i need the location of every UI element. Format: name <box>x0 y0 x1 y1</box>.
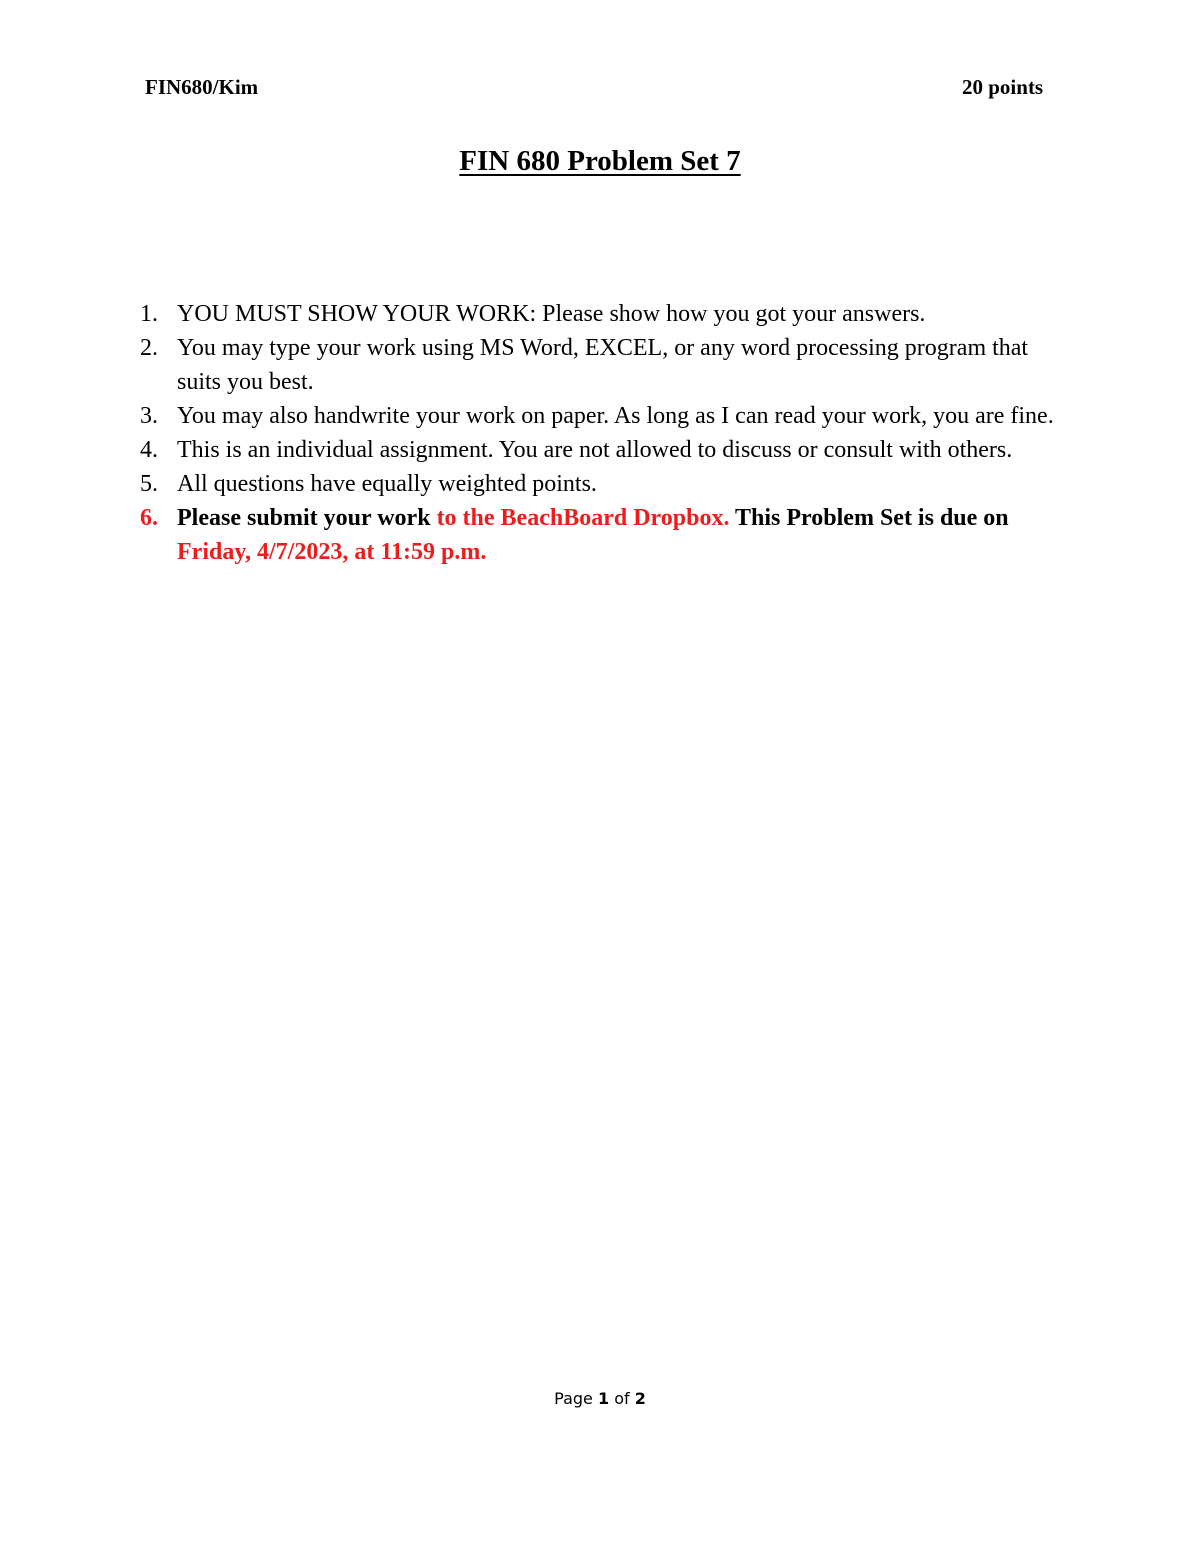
instruction-item <box>140 467 1070 501</box>
instruction-number: 6. <box>140 505 158 531</box>
instruction-item <box>140 297 1070 331</box>
instruction-number: 2. <box>140 335 158 361</box>
instruction-text: You may type your work using MS Word, EXCEL, or any word processing program that suits you best. <box>177 335 1029 395</box>
instruction-item-submission <box>140 501 1070 569</box>
submission-instruction-text <box>177 501 1070 569</box>
instruction-text: All questions have equally weighted points. <box>177 471 597 497</box>
submission-lead-text: Please submit your work <box>177 505 437 531</box>
footer-page-word: Page <box>554 1389 593 1408</box>
page-footer <box>0 1388 1200 1410</box>
dropbox-location-text: to the BeachBoard Dropbox. <box>436 505 730 531</box>
instruction-text: YOU MUST SHOW YOUR WORK: Please show how you got your answers. <box>177 301 926 327</box>
due-lead-text: This Problem Set is due on <box>729 505 1009 531</box>
instruction-number: 5. <box>140 471 158 497</box>
instruction-text: This is an individual assignment. You are not allowed to discuss or consult with others. <box>177 437 1013 463</box>
footer-of-word: of <box>614 1389 630 1408</box>
instruction-number: 4. <box>140 437 158 463</box>
instruction-item <box>140 399 1070 433</box>
instruction-number: 1. <box>140 301 158 327</box>
instructions-list <box>140 297 1070 569</box>
footer-total-pages: 2 <box>634 1389 646 1408</box>
header-course: FIN680/Kim <box>145 75 259 99</box>
instruction-number: 3. <box>140 403 158 429</box>
footer-current-page: 1 <box>597 1389 610 1408</box>
due-date-text: Friday, 4/7/2023, at 11:59 p.m. <box>177 539 487 565</box>
instruction-item <box>140 331 1070 399</box>
header-points: 20 points <box>962 75 1044 99</box>
page-title: FIN 680 Problem Set 7 <box>459 145 741 177</box>
instruction-text: You may also handwrite your work on paper. As long as I can read your work, you are fine. <box>177 403 1054 429</box>
instruction-item <box>140 433 1070 467</box>
